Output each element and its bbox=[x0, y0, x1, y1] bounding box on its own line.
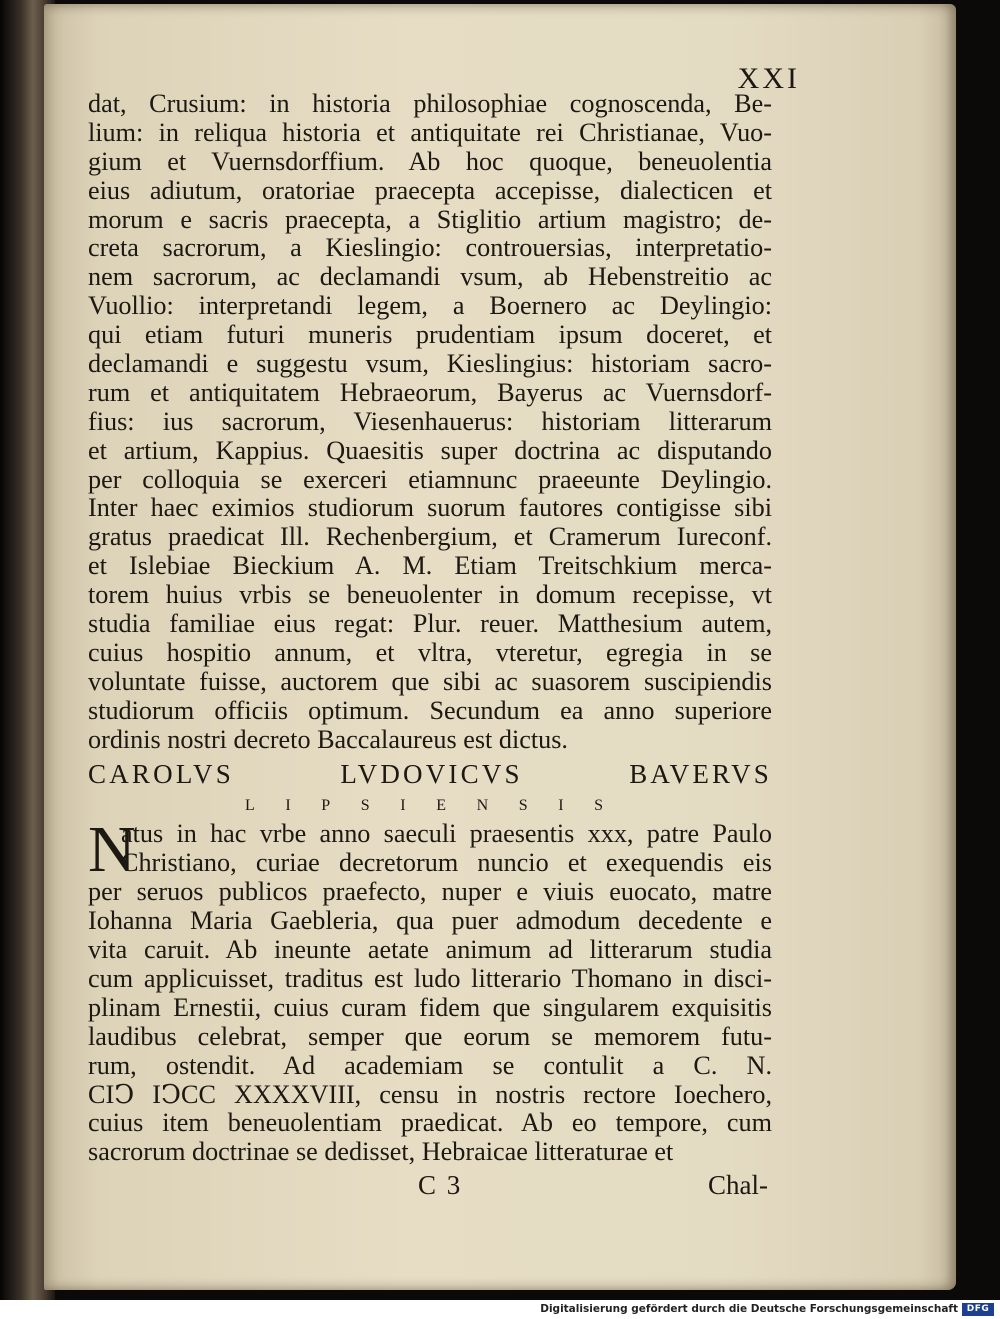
catchword: Chal- bbox=[708, 1170, 768, 1200]
text-line: rum, ostendit. Ad academiam se contulit a C. N. bbox=[88, 1051, 772, 1080]
signature-mark: C 3 bbox=[418, 1170, 463, 1200]
text-line: declamandi e suggestu vsum, Kieslingius: historiam sacro- bbox=[88, 350, 772, 379]
funding-credit: Digitalisierung gefördert durch die Deutsche Forschungsgemeinschaft bbox=[540, 1303, 958, 1315]
origin-subheading: LIPSIENSIS bbox=[245, 797, 634, 815]
person-heading: CAROLVS LVDOVICVS BAVERVS bbox=[88, 759, 772, 790]
text-line: laudibus celebrat, semper que eorum se memorem futu- bbox=[88, 1022, 772, 1051]
text-line: qui etiam futuri muneris prudentiam ipsum doceret, et bbox=[88, 321, 772, 350]
text-line: ordinis nostri decreto Baccalaureus est dictus. bbox=[88, 725, 568, 754]
text-line: lium: in reliqua historia et antiquitate rei Christianae, Vuo- bbox=[88, 118, 772, 147]
text-line: Inter haec eximios studiorum suorum fautores contigisse sibi bbox=[88, 494, 772, 523]
text-line: creta sacrorum, a Kieslingio: controuersias, interpretatio- bbox=[88, 234, 772, 263]
text-line: gium et Vuernsdorffium. Ab hoc quoque, beneuolentia bbox=[88, 147, 772, 176]
text-line: eius adiutum, oratoriae praecepta accepisse, dialecticen et bbox=[88, 176, 772, 205]
footer-bar bbox=[0, 1300, 1000, 1319]
text-line: vita caruit. Ab ineunte aetate animum ad litterarum studia bbox=[88, 936, 772, 965]
text-line: gratus praedicat Ill. Rechenbergium, et Cramerum Iureconf. bbox=[88, 523, 772, 552]
text-line: rum et antiquitatem Hebraeorum, Bayerus ac Vuernsdorf- bbox=[88, 378, 772, 407]
text-line: studiorum officiis optimum. Secundum ea anno superiore bbox=[88, 696, 772, 725]
text-line: et artium, Kappius. Quaesitis super doctrina ac disputando bbox=[88, 436, 772, 465]
text-line: fius: ius sacrorum, Viesenhauerus: historiam litterarum bbox=[88, 407, 772, 436]
text-line: plinam Ernestii, cuius curam fidem que singularem exquisitis bbox=[88, 993, 772, 1022]
text-line: dat, Crusium: in historia philosophiae cognoscenda, Be- bbox=[88, 90, 772, 118]
text-line: cum applicuisset, traditus est ludo litterario Thomano in disci- bbox=[88, 964, 772, 993]
text-line: cuius item beneuolentiam praedicat. Ab eo tempore, cum bbox=[88, 1109, 772, 1138]
text-line: Iohanna Maria Gaebleria, qua puer admodum decedente e bbox=[88, 907, 772, 936]
text-line: Christiano, curiae decretorum nuncio et exequendis eis bbox=[121, 849, 772, 878]
text-line: per colloquia se exerceri etiamnunc praeeunte Deylingio. bbox=[88, 465, 772, 494]
paragraph-1 bbox=[88, 90, 772, 754]
drop-cap: N bbox=[88, 813, 136, 887]
text-line: torem huius vrbis se beneuolenter in domum recepisse, vt bbox=[88, 581, 772, 610]
page-number: XXI bbox=[737, 62, 800, 95]
text-line: sacrorum doctrinae se dedisset, Hebraicae litteraturae et bbox=[88, 1138, 674, 1167]
text-line: atus in hac vrbe anno saeculi praesentis xxx, patre Paulo bbox=[121, 820, 772, 849]
text-line: per seruos publicos praefecto, nuper e viuis euocato, matre bbox=[88, 878, 772, 907]
text-line: nem sacrorum, ac declamandi vsum, ab Hebenstreitio ac bbox=[88, 263, 772, 292]
text-block bbox=[88, 90, 772, 1167]
text-line: morum e sacris praecepta, a Stiglitio artium magistro; de- bbox=[88, 205, 772, 234]
page-foot bbox=[88, 1170, 768, 1202]
dfg-logo: DFG bbox=[962, 1303, 994, 1316]
text-line: Vuollio: interpretandi legem, a Boernero ac Deylingio: bbox=[88, 292, 772, 321]
text-line: studia familiae eius regat: Plur. reuer. Matthesium autem, bbox=[88, 610, 772, 639]
text-line: voluntate fuisse, auctorem que sibi ac suasorem suscipiendis bbox=[88, 667, 772, 696]
text-line: et Islebiae Bieckium A. M. Etiam Treitschkium merca- bbox=[88, 552, 772, 581]
text-line: cuius hospitio annum, et vltra, vteretur, egregia in se bbox=[88, 638, 772, 667]
paragraph-2 bbox=[88, 813, 772, 1167]
text-line: CIↃ IↃCC XXXXVIII, censu in nostris rectore Ioechero, bbox=[88, 1080, 772, 1109]
